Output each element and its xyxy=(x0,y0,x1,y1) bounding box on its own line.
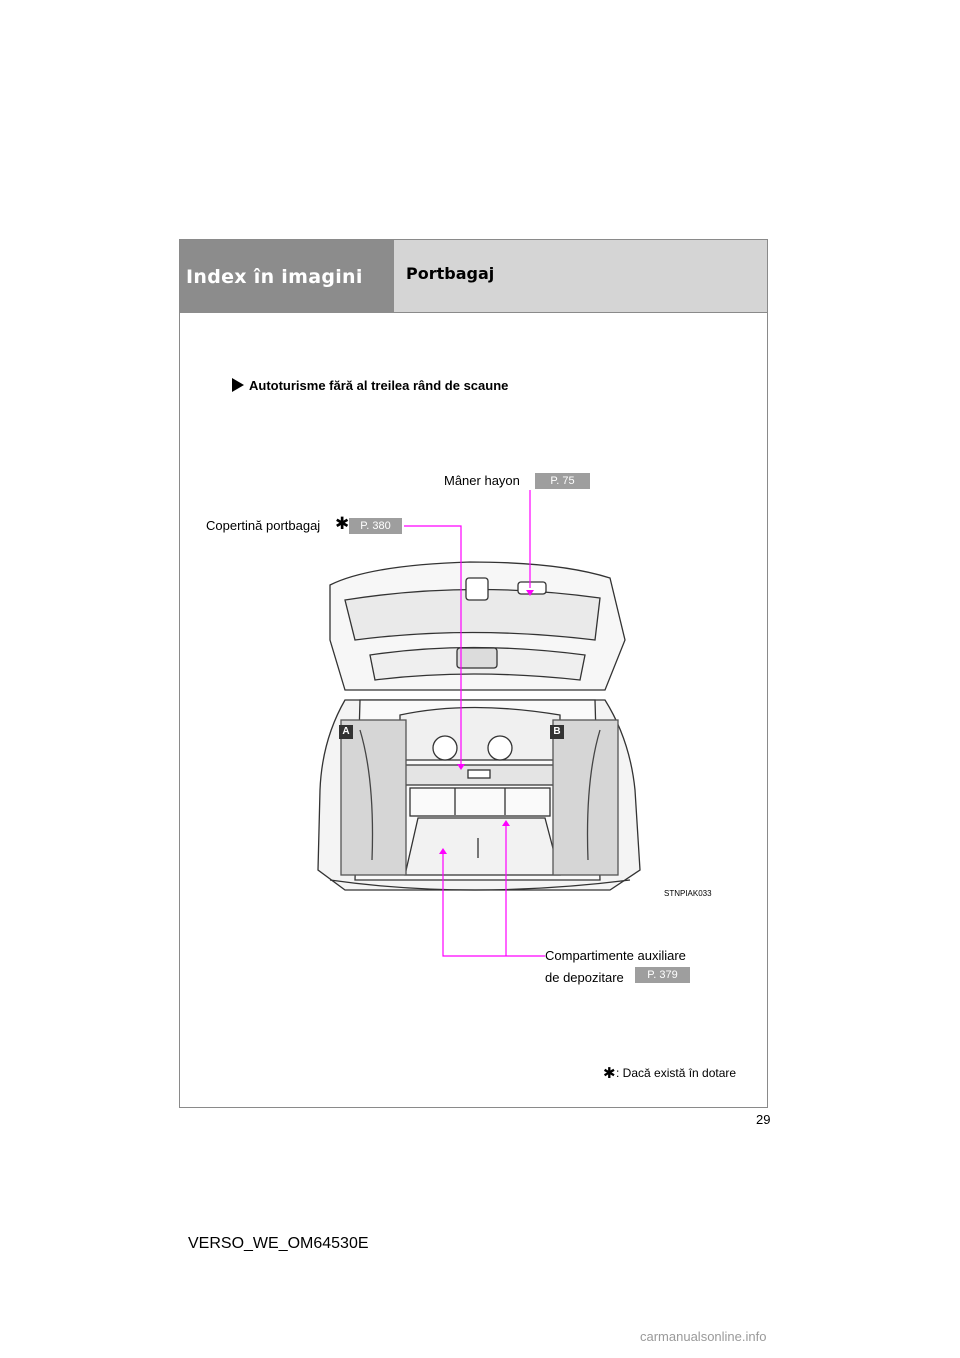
page-number: 29 xyxy=(756,1112,771,1127)
tonneau-cover-label: Copertină portbagaj xyxy=(206,518,321,533)
footnote: : Dacă există în dotare xyxy=(616,1066,737,1080)
subtitle: Autoturisme fără al treilea rând de scaune xyxy=(249,378,509,393)
page-title: Portbagaj xyxy=(406,264,495,283)
tonneau-cover-ref[interactable]: P. 380 xyxy=(349,518,402,534)
storage-label-line1: Compartimente auxiliare xyxy=(545,948,686,963)
document-code: VERSO_WE_OM64530E xyxy=(188,1235,369,1252)
asterisk-icon: ✱ xyxy=(335,514,350,533)
tailgate-handle-label: Mâner hayon xyxy=(444,473,520,488)
footnote-asterisk-icon: ✱ xyxy=(603,1065,616,1082)
storage-label-line2: de depozitare xyxy=(545,970,624,985)
tailgate-handle-ref[interactable]: P. 75 xyxy=(535,473,590,489)
storage-ref[interactable]: P. 379 xyxy=(635,967,690,983)
badge-a: A xyxy=(339,725,353,739)
watermark: carmanualsonline.info xyxy=(640,1329,767,1344)
badge-b: B xyxy=(550,725,564,739)
section-label: Index în imagini xyxy=(180,240,394,313)
illustration-code: STNPIAK033 xyxy=(664,889,712,898)
